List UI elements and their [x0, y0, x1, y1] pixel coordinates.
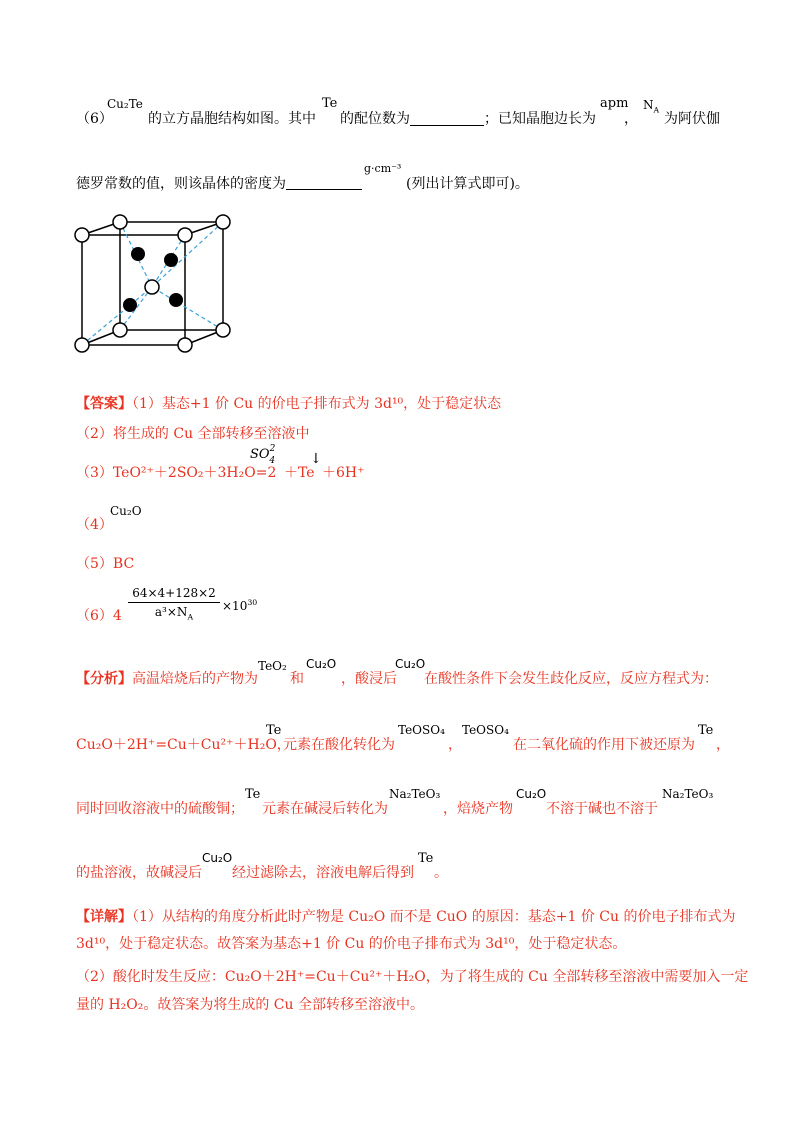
atom-cu [123, 298, 137, 312]
question-number: （6） [76, 111, 113, 127]
analysis-period: 。 [434, 865, 448, 881]
answer-4-number: （4） [76, 517, 113, 533]
atom-te-corner [178, 228, 192, 242]
fraction-numerator: 64×4+128×2 [132, 586, 216, 600]
question-comma: ， [624, 111, 638, 127]
answer-5: （5）BC [76, 556, 135, 572]
analysis-text: 不溶于碱也不溶于 [546, 801, 658, 817]
answer-blank-1[interactable] [410, 125, 484, 126]
formula-cu2o: Cu₂O [306, 657, 337, 671]
analysis-text: 在二氧化硫的作用下被还原为 [513, 737, 695, 753]
formula-cu2o: Cu₂O [516, 787, 547, 801]
formula-teoso4: TeOSO₄ [398, 723, 445, 737]
symbol-apm: apm [600, 96, 629, 111]
answer-blank-2[interactable] [286, 189, 362, 190]
question-line2: 德罗常数的值，则该晶体的密度为 [76, 176, 286, 192]
answer-section [76, 397, 501, 411]
answer-3-right: ＋6H⁺ [322, 465, 365, 481]
atom-te-corner [113, 215, 127, 229]
detail-line-2: 3d¹⁰，处于稳定状态。故答案为基态+1 价 Cu 的价电子排布式为 3d¹⁰，处于稳定状态。 [76, 936, 627, 952]
answer-3-te: ＋Te [284, 465, 315, 481]
question-note: (列出计算式即可)。 [406, 176, 529, 192]
atom-cu [131, 247, 145, 261]
formula-teoso4: TeOSO₄ [462, 723, 509, 737]
analysis-comma: ， [448, 737, 462, 753]
question-text-4: 为阿伏伽 [664, 111, 720, 127]
answer-3-left: （3）TeO²⁺＋2SO₂＋3H₂O=2 [76, 465, 277, 481]
symbol-te: Te [418, 851, 434, 866]
question-text-2: 的配位数为 [340, 111, 410, 127]
detail-line-4: 量的 H₂O₂。故答案为将生成的 Cu 全部转移至溶液中。 [76, 997, 424, 1013]
analysis-and: 和 [290, 671, 304, 687]
ion-so4: $SO^2_4$ [250, 444, 276, 466]
atom-cu [164, 253, 178, 267]
answer-6-number: （6）4 [76, 608, 122, 624]
analysis-text: 在酸性条件下会发生歧化反应，反应方程式为： [424, 671, 718, 687]
analysis-line-3: 同时回收溶液中的硫酸铜； [76, 801, 244, 817]
analysis-line-2: Cu₂O＋2H⁺=Cu＋Cu²⁺＋H₂O， [76, 737, 291, 753]
formula-cu2o: Cu₂O [395, 657, 426, 671]
analysis-comma: ， [716, 737, 730, 753]
formula-na2teo3: Na₂TeO₃ [662, 787, 714, 801]
atom-te-corner [75, 338, 89, 352]
detail-line-3: （2）酸化时发生反应：Cu₂O＋2H⁺=Cu＋Cu²⁺＋H₂O，为了将生成的 Cu 全部转移至溶液中需要加入一定 [76, 969, 749, 985]
analysis-label: 【分析】 [76, 671, 132, 687]
analysis-text: 经过滤除去，溶液电解后得到 [232, 865, 414, 881]
symbol-te: Te [322, 96, 338, 111]
answer-label: 【答案】 [76, 396, 132, 412]
formula-cu2te: Cu₂Te [107, 97, 143, 111]
formula-na2teo3: Na₂TeO₃ [389, 787, 441, 801]
analysis-text: 元素在酸化转化为 [283, 737, 395, 753]
analysis-text: 元素在碱浸后转化为 [262, 801, 388, 817]
question-text-1: 的立方晶胞结构如图。其中 [148, 111, 316, 127]
symbol-te: Te [245, 787, 261, 802]
symbol-te: Te [698, 723, 714, 738]
atom-te-corner [216, 323, 230, 337]
answer-1: （1）基态+1 价 Cu 的价电子排布式为 3d¹⁰，处于稳定状态 [132, 396, 502, 412]
unit-cell-diagram [70, 210, 240, 358]
detail-label: 【详解】 [76, 909, 132, 925]
analysis-text: ，焙烧产物 [443, 801, 513, 817]
answer-4-value: Cu₂O [110, 504, 142, 518]
density-multiplier: $\times 10^{30}$ [222, 598, 258, 613]
atom-cu [169, 293, 183, 307]
formula-cu2o: Cu₂O [202, 851, 233, 865]
question-text-3: ；已知晶胞边长为 [484, 111, 596, 127]
analysis-line-4: 的盐溶液，故碱浸后 [76, 865, 202, 881]
detail-line-1: 【详解】（1）从结构的角度分析此时产物是 Cu₂O 而不是 CuO 的原因：基态+1 价 Cu 的价电子排布式为 [76, 909, 736, 925]
unit-g-cm3: g·cm⁻³ [364, 162, 402, 175]
analysis-text: ，酸浸后 [341, 671, 397, 687]
atom-te-corner [113, 323, 127, 337]
answer-2: （2）将生成的 Cu 全部转移至溶液中 [76, 426, 310, 442]
formula-teo2: TeO₂ [258, 659, 287, 673]
atom-te-corner [75, 228, 89, 242]
atom-te-center [145, 280, 159, 294]
precipitate-arrow: ↓ [310, 451, 322, 467]
atom-te-corner [216, 215, 230, 229]
symbol-te: Te [266, 723, 282, 738]
atom-te-corner [178, 338, 192, 352]
fraction-denominator: a³×N [154, 605, 188, 619]
density-fraction: 64×4+128×2 $a^3\times N_A$ [128, 586, 220, 619]
symbol-na: $N_A$ [643, 98, 660, 115]
analysis-line-1: 【分析】高温焙烧后的产物为 [76, 671, 258, 687]
